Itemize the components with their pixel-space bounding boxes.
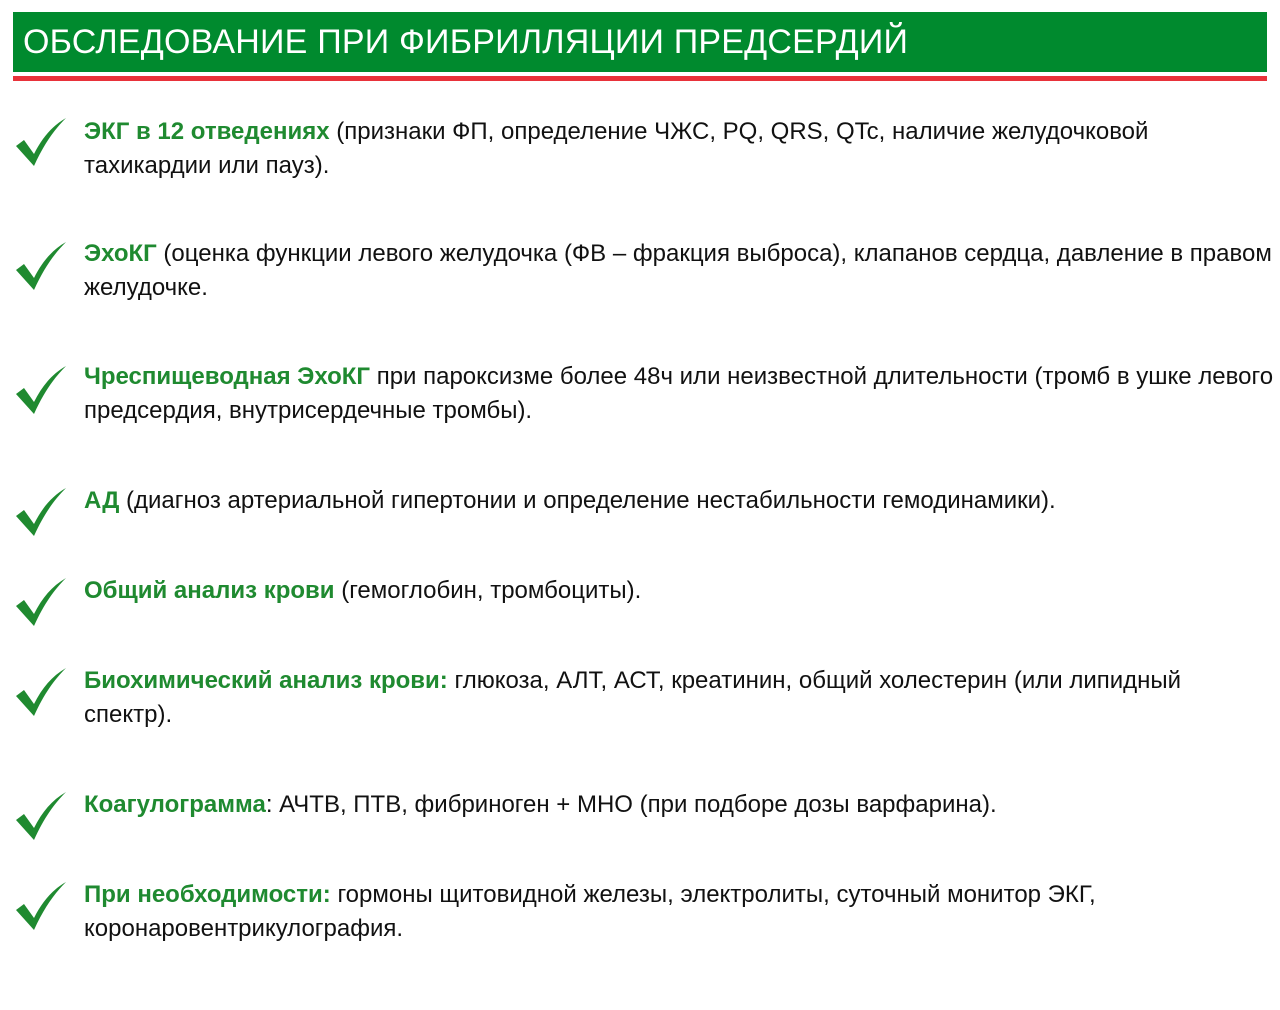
title-bar: [13, 12, 1267, 72]
item-highlight: ЭКГ в 12 отведениях: [84, 118, 330, 145]
item-highlight: Общий анализ крови: [84, 577, 335, 604]
item-text: [84, 664, 1274, 732]
check-icon: [12, 576, 68, 628]
item-description: при пароксизме более 48ч или неизвестной длительности (тромб в ушке левого предсердия, внутрисердечные тромбы).: [84, 363, 1274, 424]
item-text: [84, 484, 1274, 518]
item-highlight: Биохимический анализ крови:: [84, 667, 448, 694]
check-icon: [12, 486, 68, 538]
title-underline-stripe: [13, 76, 1267, 81]
check-icon: [12, 364, 68, 416]
item-text: [84, 574, 1274, 608]
item-highlight: При необходимости:: [84, 881, 331, 908]
check-icon: [12, 880, 68, 932]
item-highlight: Чреспищеводная ЭхоКГ: [84, 363, 371, 390]
item-description: (диагноз артериальной гипертонии и определение нестабильности гемодинамики).: [119, 487, 1056, 514]
item-description: глюкоза, АЛТ, АСТ, креатинин, общий холестерин (или липидный спектр).: [84, 667, 1182, 728]
item-text: [84, 878, 1274, 946]
check-icon: [12, 790, 68, 842]
item-highlight: АД: [84, 487, 120, 514]
item-description: гормоны щитовидной железы, электролиты, суточный монитор ЭКГ, коронаровентрикулография.: [84, 881, 1096, 942]
page-title: ОБСЛЕДОВАНИЕ ПРИ ФИБРИЛЛЯЦИИ ПРЕДСЕРДИЙ: [23, 23, 909, 61]
item-highlight: Коагулограмма: [84, 791, 266, 818]
item-highlight: ЭхоКГ: [84, 240, 157, 267]
item-description: : АЧТВ, ПТВ, фибриноген + МНО (при подборе дозы варфарина).: [265, 791, 997, 818]
item-description: (оценка функции левого желудочка (ФВ – фракция выброса), клапанов сердца, давление в правом желудочке.: [84, 240, 1272, 301]
item-text: [84, 237, 1274, 305]
item-text: [84, 115, 1274, 183]
item-text: [84, 788, 1274, 822]
check-icon: [12, 666, 68, 718]
item-description: (признаки ФП, определение ЧЖС, PQ, QRS, QTc, наличие желудочковой тахикардии или пауз).: [84, 118, 1149, 179]
item-text: [84, 360, 1274, 428]
check-icon: [12, 240, 68, 292]
check-icon: [12, 116, 68, 168]
item-description: (гемоглобин, тромбоциты).: [334, 577, 642, 604]
